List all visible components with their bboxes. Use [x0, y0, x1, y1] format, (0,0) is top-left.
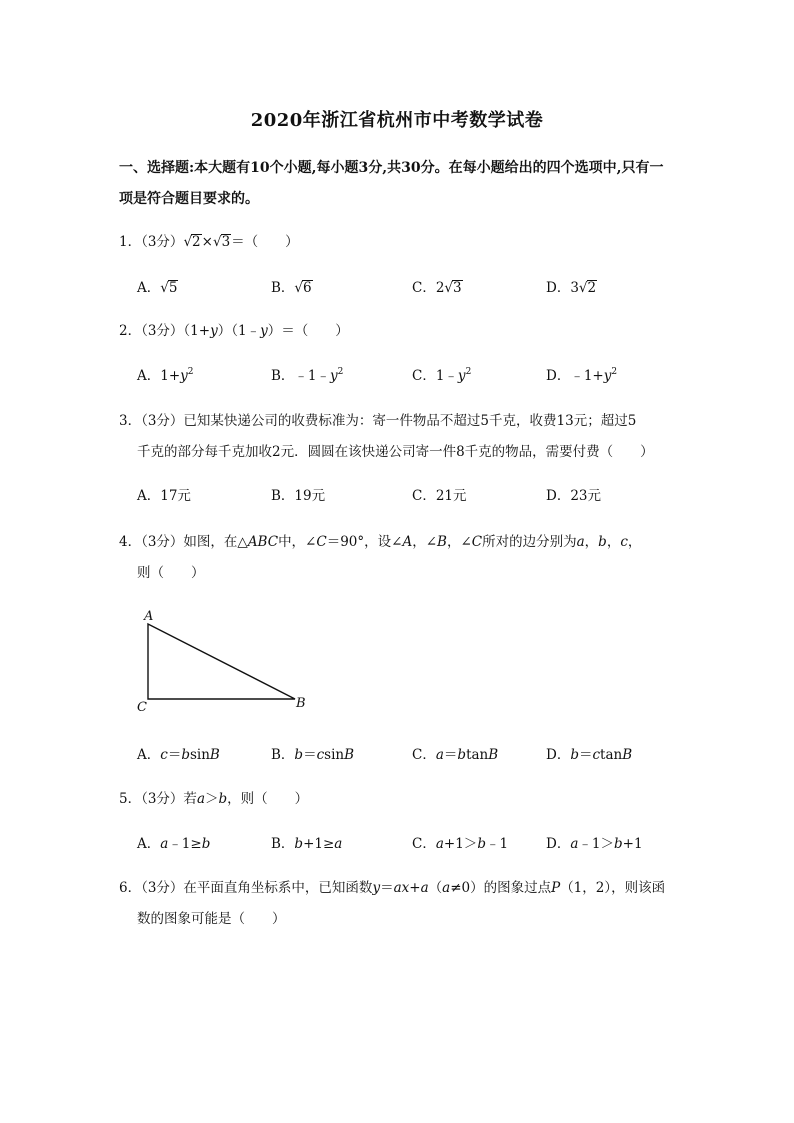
- option-a: A．√5: [137, 280, 178, 296]
- option-b: B．b＝csinB: [271, 747, 355, 763]
- question-4-options: [137, 743, 697, 767]
- option-c: C．2√3: [412, 280, 462, 296]
- option-a: A．a﹣1≥b: [137, 836, 211, 852]
- page-title: 2020年浙江省杭州市中考数学试卷: [250, 110, 544, 131]
- question-1-stem: 1．（3分）√2×√3＝（ ）: [119, 227, 681, 258]
- triangle-figure: [130, 604, 320, 724]
- option-a: A．17元: [137, 488, 191, 504]
- option-d: D．b＝ctanB: [546, 747, 633, 763]
- option-a: A．$1+y^2$: [137, 367, 194, 384]
- question-6-stem: 6．（3分）在平面直角坐标系中，已知函数y＝ax+a（a≠0）的图象过点P（1，2），则该函 数的图象可能是（ ）: [119, 880, 666, 927]
- question-2-stem: 2．（3分）（1+y）（1﹣y）＝（ ）: [119, 323, 349, 339]
- option-d: D．3√2: [546, 280, 597, 296]
- option-d: D．23元: [546, 488, 602, 504]
- option-c: C．a＝btanB: [412, 747, 499, 763]
- triangle-abc: [148, 624, 295, 699]
- option-b: B．b+1≥a: [271, 836, 343, 852]
- option-b: B．$﹣1﹣y^2$: [271, 367, 344, 384]
- triangle-diagram: [130, 604, 320, 724]
- option-c: C．a+1＞b﹣1: [412, 836, 509, 852]
- option-b: B．19元: [271, 488, 326, 504]
- option-b: B．√6: [271, 280, 312, 296]
- section-heading-line2: 项是符合题目要求的。: [119, 191, 259, 207]
- vertex-c-label: C: [137, 700, 147, 715]
- question-3-options: [137, 484, 697, 508]
- question-5-stem: 5．（3分）若a＞b，则（ ）: [119, 791, 309, 807]
- section-heading-line1: 一、选择题:本大题有10个小题,每小题3分,共30分。在每小题给出的四个选项中,只有一: [119, 160, 664, 176]
- vertex-b-label: B: [296, 696, 306, 711]
- question-2-options: [137, 364, 697, 388]
- question-5-options: [137, 832, 697, 856]
- option-a: A．c＝bsinB: [137, 747, 220, 763]
- sqrt-symbol: √2: [183, 234, 201, 250]
- vertex-a-label: A: [144, 609, 154, 624]
- question-4-stem: 4．（3分）如图，在△ABC中，∠C＝90°，设∠A，∠B，∠C所对的边分别为a，b，c， 则（ ）: [119, 534, 642, 581]
- option-c: C．21元: [412, 488, 467, 504]
- sqrt-symbol: √3: [212, 234, 231, 250]
- section-heading: [119, 153, 681, 215]
- option-d: D．$﹣1+y^2$: [546, 367, 618, 384]
- question-1-options: [137, 276, 697, 300]
- question-3-stem: 3．（3分）已知某快递公司的收费标准为：寄一件物品不超过5千克，收费13元；超过5 千克的部分每千克加收2元．圆圆在该快递公司寄一件8千克的物品，需要付费（ ）: [119, 413, 654, 460]
- option-d: D．a﹣1＞b+1: [546, 836, 643, 852]
- option-c: C．$1﹣y^2$: [412, 367, 472, 384]
